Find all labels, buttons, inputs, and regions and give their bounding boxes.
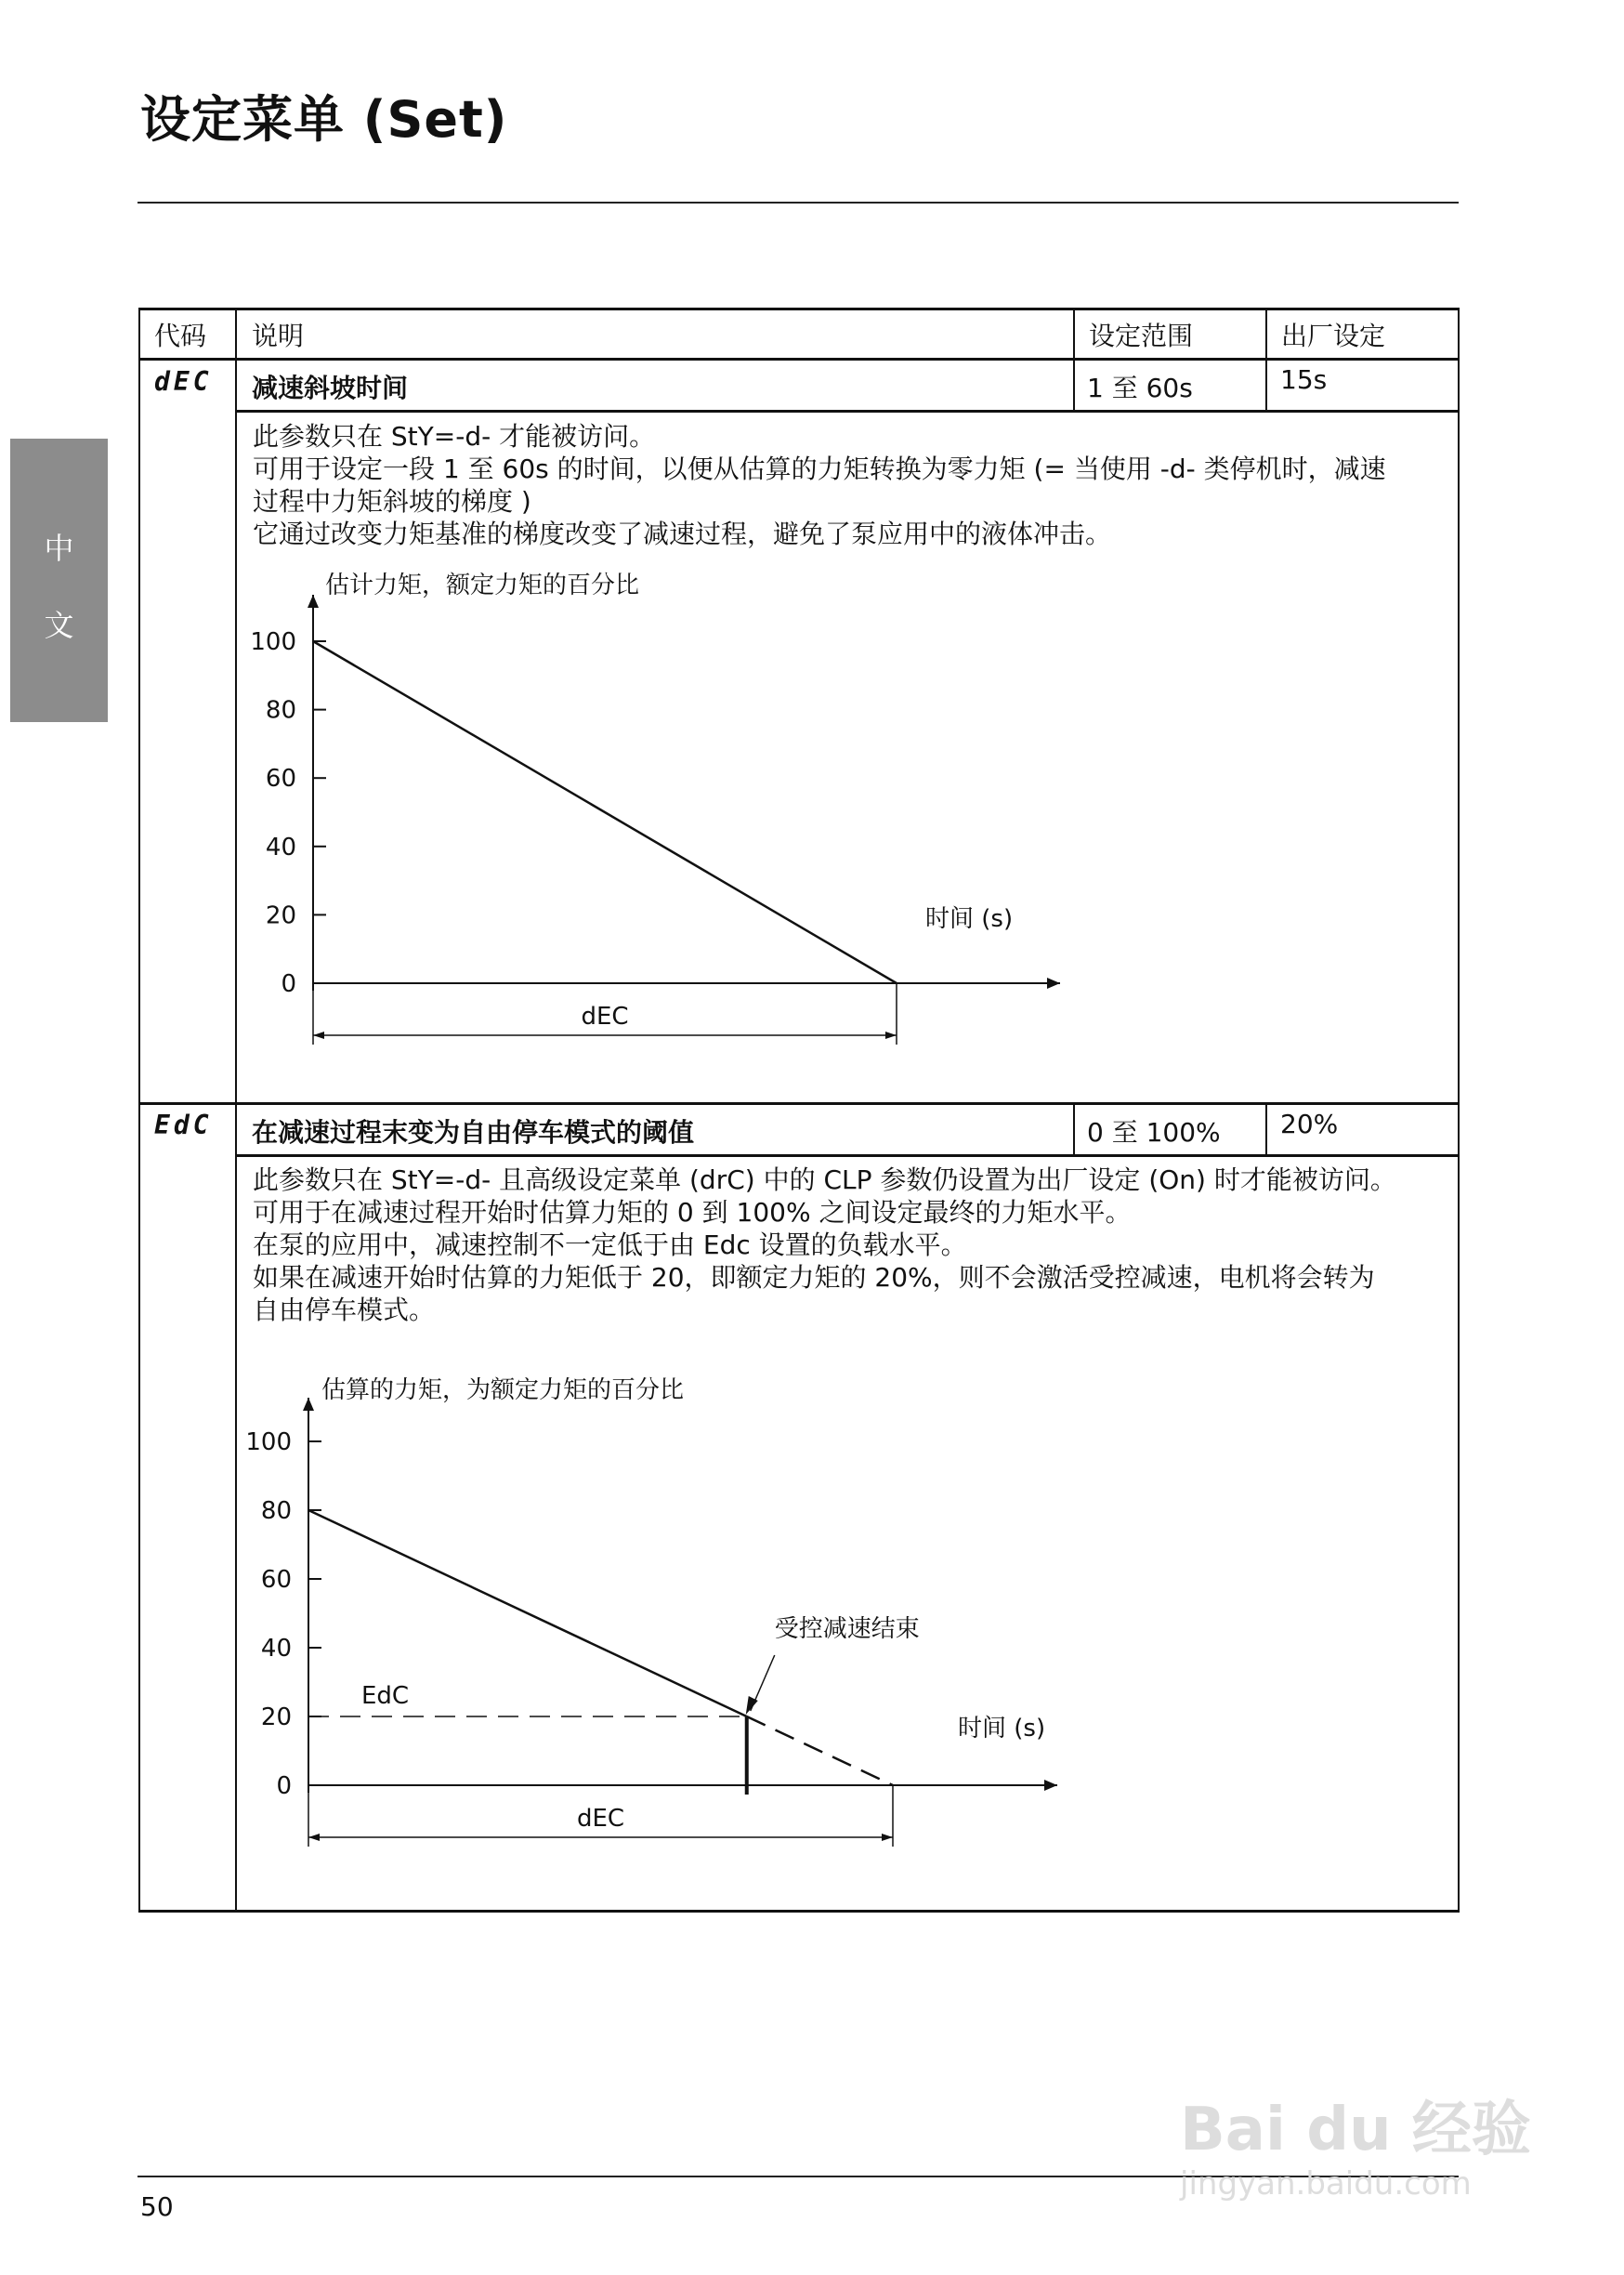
- header-range: 设定范围: [1089, 321, 1194, 351]
- language-tab-char: 中: [44, 531, 74, 566]
- param-default: 15s: [1280, 364, 1328, 395]
- param-default: 20%: [1280, 1109, 1339, 1139]
- header-default: 出厂设定: [1281, 321, 1386, 351]
- x-axis-arrow-icon: [1044, 1780, 1057, 1791]
- x-axis-arrow-icon: [1047, 978, 1060, 989]
- param-range: 0 至 100%: [1087, 1117, 1221, 1148]
- watermark-url: jingyan.baidu.com: [1180, 2165, 1472, 2203]
- y-tick-label: 40: [265, 833, 296, 861]
- param-description: [253, 420, 1451, 550]
- desc-line: 它通过改变力矩基准的梯度改变了减速过程，避免了泵应用中的液体冲击。: [253, 519, 1112, 549]
- threshold-label: EdC: [361, 1682, 410, 1710]
- y-tick-label: 0: [281, 970, 296, 998]
- series-line-extrapolated: [747, 1716, 893, 1785]
- y-tick-label: 60: [265, 765, 296, 794]
- annotation-label: 受控减速结束: [774, 1615, 920, 1643]
- param-code: EdC: [154, 1110, 213, 1140]
- annotation-leader: [751, 1655, 775, 1711]
- desc-line: 此参数只在 StY=-d- 且高级设定菜单 (drC) 中的 CLP 参数仍设置为出厂设定 (On) 时才能被访问。: [253, 1164, 1396, 1195]
- series-line-torque: [313, 641, 897, 983]
- param-description: [253, 1164, 1451, 1326]
- annotation-arrow-icon: [746, 1696, 758, 1715]
- param-name: 在减速过程末变为自由停车模式的阈值: [252, 1117, 695, 1148]
- top-rule: [138, 202, 1459, 204]
- desc-line: 在泵的应用中，减速控制不一定低于由 Edc 设置的负载水平。: [253, 1230, 967, 1260]
- language-tab: [10, 439, 108, 722]
- span-arrow-icon: [313, 1032, 324, 1039]
- page-number: 50: [140, 2191, 174, 2222]
- y-tick-label: 0: [276, 1772, 292, 1800]
- header-code: 代码: [154, 321, 207, 351]
- x-axis-title: 时间 (s): [925, 905, 1014, 933]
- y-tick-label: 40: [260, 1635, 292, 1663]
- language-tab-char: 文: [44, 608, 74, 643]
- desc-line: 过程中力矩斜坡的梯度 ): [253, 486, 531, 517]
- param-range: 1 至 60s: [1087, 373, 1193, 403]
- desc-line: 可用于在减速过程开始时估算力矩的 0 到 100% 之间设定最终的力矩水平。: [253, 1197, 1132, 1228]
- series-line-controlled: [308, 1510, 747, 1716]
- span-arrow-icon: [885, 1032, 897, 1039]
- y-tick-label: 80: [260, 1497, 292, 1525]
- span-label: dEC: [581, 1003, 629, 1031]
- y-tick-label: 100: [250, 628, 296, 656]
- y-tick-label: 60: [260, 1566, 292, 1594]
- desc-line: 可用于设定一段 1 至 60s 的时间，以便从估算的力矩转换为零力矩 (= 当使用 -d- 类停机时，减速: [253, 454, 1386, 484]
- header-description: 说明: [252, 321, 305, 351]
- x-axis-title: 时间 (s): [958, 1715, 1046, 1742]
- y-tick-label: 80: [265, 696, 296, 725]
- param-name: 减速斜坡时间: [252, 373, 409, 403]
- watermark-logo: Bai du 经验: [1180, 2096, 1531, 2164]
- param-code: dEC: [154, 366, 213, 397]
- y-tick-label: 100: [245, 1428, 292, 1456]
- span-arrow-icon: [308, 1834, 320, 1841]
- span-label: dEC: [576, 1805, 625, 1833]
- y-axis-title: 估计力矩，额定力矩的百分比: [325, 572, 640, 599]
- page-title: 设定菜单 (Set): [140, 90, 508, 149]
- desc-line: 自由停车模式。: [253, 1295, 436, 1325]
- y-tick-label: 20: [260, 1703, 292, 1731]
- y-tick-label: 20: [265, 901, 296, 930]
- span-arrow-icon: [882, 1834, 893, 1841]
- y-axis-arrow-icon: [308, 595, 319, 608]
- desc-line: 如果在减速开始时估算的力矩低于 20，即额定力矩的 20%，则不会激活受控减速，电机将会转为: [253, 1262, 1375, 1293]
- desc-line: 此参数只在 StY=-d- 才能被访问。: [253, 421, 656, 452]
- y-axis-title: 估算的力矩，为额定力矩的百分比: [321, 1376, 685, 1404]
- y-axis-arrow-icon: [303, 1398, 314, 1411]
